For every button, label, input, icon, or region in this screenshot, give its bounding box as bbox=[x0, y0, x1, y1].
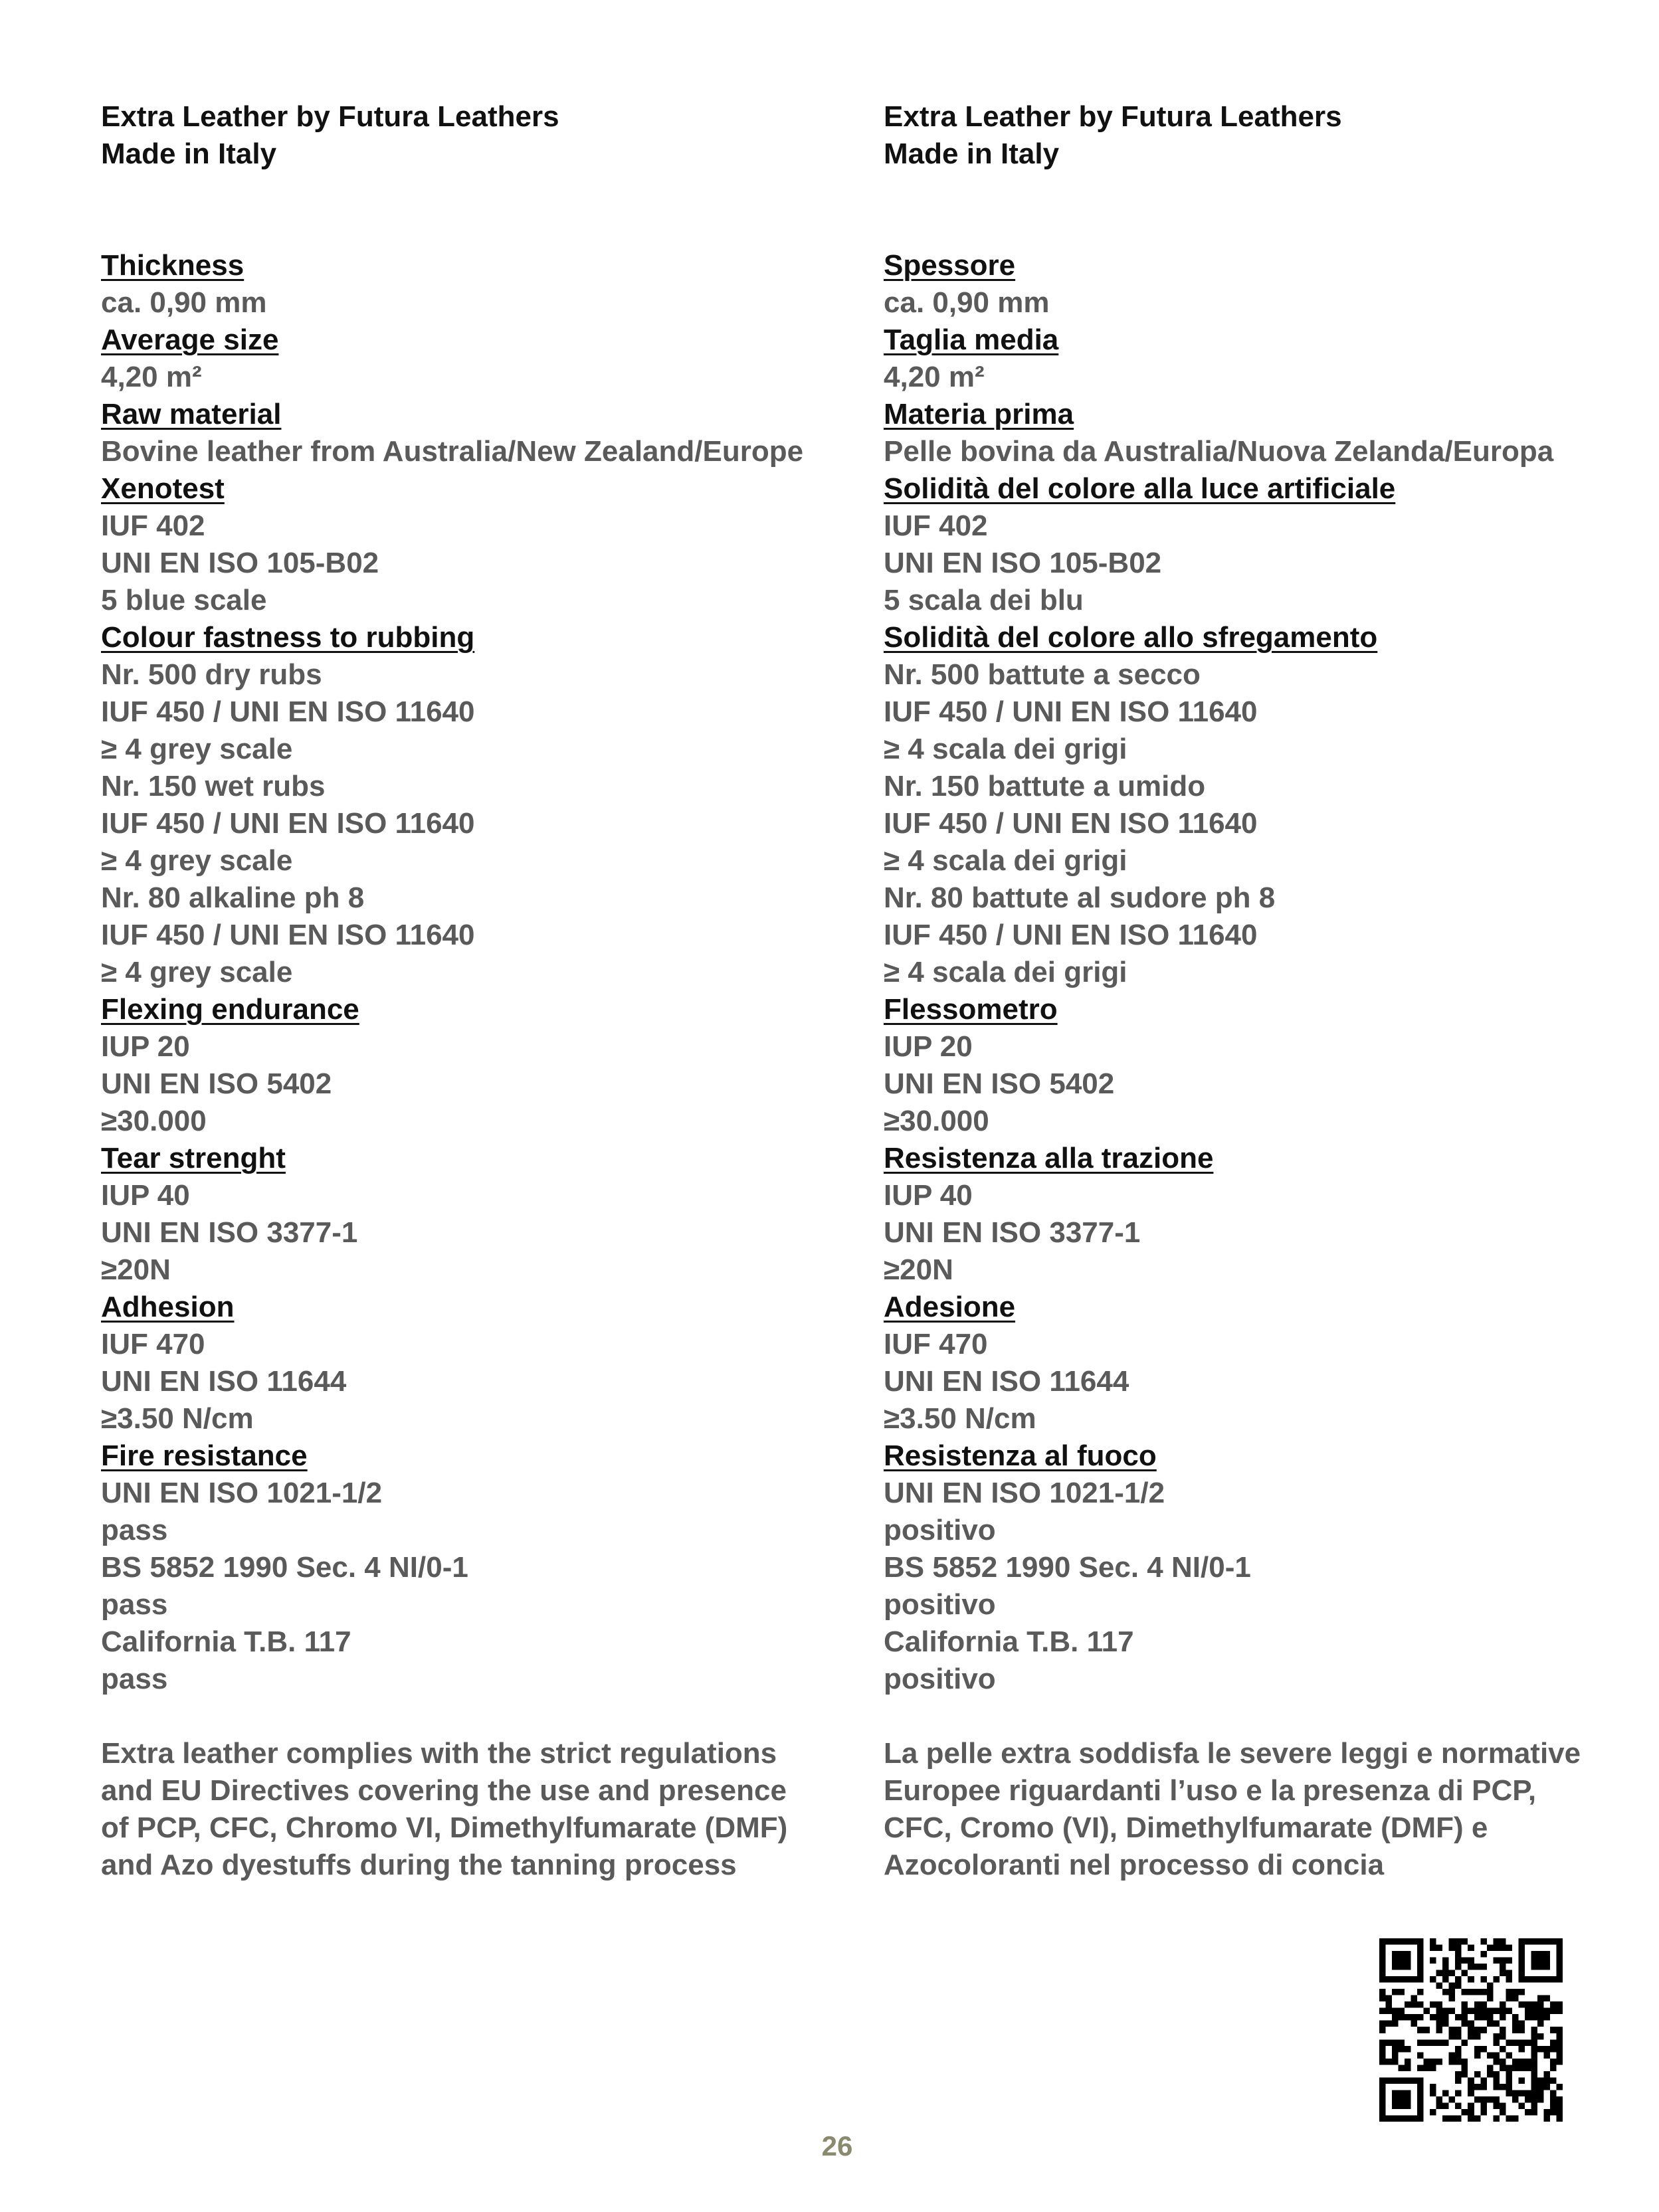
spec-list bbox=[884, 247, 1601, 1698]
spec-value: UNI EN ISO 11644 bbox=[884, 1365, 1129, 1398]
compliance-line: and EU Directives covering the use and presence bbox=[101, 1774, 787, 1807]
spec-value: IUF 450 / UNI EN ISO 11640 bbox=[101, 919, 475, 951]
spec-heading: Solidità del colore alla luce artificiale bbox=[884, 472, 1396, 505]
brand-block bbox=[101, 98, 819, 173]
spec-heading: Adesione bbox=[884, 1291, 1016, 1323]
spec-value: ≥20N bbox=[884, 1253, 953, 1286]
spec-heading: Tear strenght bbox=[101, 1142, 286, 1174]
spec-value: IUP 20 bbox=[884, 1030, 973, 1063]
spec-heading: Materia prima bbox=[884, 398, 1074, 430]
spec-value: ≥20N bbox=[101, 1253, 171, 1286]
compliance-line: Extra leather complies with the strict regulations bbox=[101, 1737, 777, 1770]
spec-value: IUF 450 / UNI EN ISO 11640 bbox=[101, 695, 475, 728]
spec-value: ≥ 4 scala dei grigi bbox=[884, 844, 1127, 877]
compliance-line: Azocoloranti nel processo di concia bbox=[884, 1849, 1385, 1881]
compliance-note bbox=[884, 1735, 1601, 1884]
spec-value: IUP 40 bbox=[884, 1179, 973, 1212]
brand-title: Extra Leather by Futura Leathers bbox=[101, 100, 559, 133]
spec-value: ≥3.50 N/cm bbox=[884, 1402, 1036, 1435]
spec-value: pass bbox=[101, 1663, 168, 1695]
spec-value: Nr. 150 wet rubs bbox=[101, 770, 326, 802]
spec-heading: Thickness bbox=[101, 249, 244, 282]
spec-value: IUF 450 / UNI EN ISO 11640 bbox=[884, 807, 1258, 840]
spec-value: IUF 402 bbox=[101, 509, 205, 542]
spec-heading: Taglia media bbox=[884, 323, 1059, 356]
spec-value: ca. 0,90 mm bbox=[884, 286, 1050, 319]
origin-line: Made in Italy bbox=[101, 138, 277, 170]
spec-column-english bbox=[101, 98, 819, 1884]
spec-value: IUF 450 / UNI EN ISO 11640 bbox=[884, 919, 1258, 951]
spec-value: Nr. 80 alkaline ph 8 bbox=[101, 881, 365, 914]
brand-title: Extra Leather by Futura Leathers bbox=[884, 100, 1342, 133]
spec-list bbox=[101, 247, 819, 1698]
spec-value: IUF 402 bbox=[884, 509, 988, 542]
spec-value: UNI EN ISO 105-B02 bbox=[884, 547, 1162, 579]
spec-column-italian bbox=[884, 98, 1601, 1884]
spec-value: Nr. 80 battute al sudore ph 8 bbox=[884, 881, 1276, 914]
spec-heading: Spessore bbox=[884, 249, 1016, 282]
spec-value: ≥3.50 N/cm bbox=[101, 1402, 254, 1435]
spec-value: pass bbox=[101, 1514, 168, 1546]
spec-value: IUF 470 bbox=[884, 1328, 988, 1360]
spec-value: California T.B. 117 bbox=[101, 1625, 351, 1658]
spec-value: Nr. 150 battute a umido bbox=[884, 770, 1206, 802]
spec-value: IUF 470 bbox=[101, 1328, 205, 1360]
compliance-note bbox=[101, 1735, 819, 1884]
spec-value: 4,20 m² bbox=[101, 361, 202, 393]
compliance-line: CFC, Cromo (VI), Dimethylfumarate (DMF) e bbox=[884, 1811, 1488, 1844]
spec-heading: Resistenza alla trazione bbox=[884, 1142, 1214, 1174]
spec-value: UNI EN ISO 3377-1 bbox=[884, 1216, 1141, 1249]
spec-value: IUP 40 bbox=[101, 1179, 190, 1212]
spec-value: UNI EN ISO 105-B02 bbox=[101, 547, 379, 579]
spec-heading: Flexing endurance bbox=[101, 993, 359, 1026]
spec-value: BS 5852 1990 Sec. 4 NI/0-1 bbox=[884, 1551, 1251, 1584]
spec-value: ca. 0,90 mm bbox=[101, 286, 267, 319]
spec-value: UNI EN ISO 1021-1/2 bbox=[101, 1477, 383, 1509]
spec-value: pass bbox=[101, 1588, 168, 1621]
spec-heading: Adhesion bbox=[101, 1291, 235, 1323]
compliance-line: of PCP, CFC, Chromo VI, Dimethylfumarate (DMF) bbox=[101, 1811, 788, 1844]
spec-value: 4,20 m² bbox=[884, 361, 985, 393]
spec-value: ≥ 4 scala dei grigi bbox=[884, 733, 1127, 765]
spec-value: Pelle bovina da Australia/Nuova Zelanda/Europa bbox=[884, 435, 1554, 468]
spec-heading: Flessometro bbox=[884, 993, 1058, 1026]
spec-value: UNI EN ISO 5402 bbox=[101, 1067, 332, 1100]
spec-value: positivo bbox=[884, 1514, 996, 1546]
spec-heading: Solidità del colore allo sfregamento bbox=[884, 621, 1378, 654]
brand-block bbox=[884, 98, 1601, 173]
page-number: 26 bbox=[821, 2130, 853, 2162]
spec-value: Nr. 500 battute a secco bbox=[884, 658, 1201, 691]
spec-value: UNI EN ISO 5402 bbox=[884, 1067, 1115, 1100]
spec-heading: Colour fastness to rubbing bbox=[101, 621, 475, 654]
spec-value: ≥30.000 bbox=[884, 1105, 989, 1137]
spec-heading: Fire resistance bbox=[101, 1439, 308, 1472]
spec-value: positivo bbox=[884, 1663, 996, 1695]
spec-value: ≥ 4 grey scale bbox=[101, 733, 293, 765]
spec-heading: Resistenza al fuoco bbox=[884, 1439, 1157, 1472]
spec-value: positivo bbox=[884, 1588, 996, 1621]
spec-heading: Xenotest bbox=[101, 472, 225, 505]
spec-value: IUP 20 bbox=[101, 1030, 190, 1063]
spec-heading: Raw material bbox=[101, 398, 282, 430]
spec-value: IUF 450 / UNI EN ISO 11640 bbox=[884, 695, 1258, 728]
spec-value: UNI EN ISO 1021-1/2 bbox=[884, 1477, 1165, 1509]
spec-value: 5 blue scale bbox=[101, 584, 267, 616]
qr-code-icon[interactable] bbox=[1379, 1938, 1563, 2122]
spec-value: ≥ 4 scala dei grigi bbox=[884, 956, 1127, 988]
spec-value: ≥30.000 bbox=[101, 1105, 207, 1137]
spec-value: ≥ 4 grey scale bbox=[101, 956, 293, 988]
spec-value: Bovine leather from Australia/New Zealand/Europe bbox=[101, 435, 804, 468]
compliance-line: Europee riguardanti l’uso e la presenza di PCP, bbox=[884, 1774, 1537, 1807]
spec-value: Nr. 500 dry rubs bbox=[101, 658, 322, 691]
compliance-line: and Azo dyestuffs during the tanning process bbox=[101, 1849, 737, 1881]
spec-value: BS 5852 1990 Sec. 4 NI/0-1 bbox=[101, 1551, 468, 1584]
origin-line: Made in Italy bbox=[884, 138, 1060, 170]
spec-value: UNI EN ISO 11644 bbox=[101, 1365, 347, 1398]
spec-value: ≥ 4 grey scale bbox=[101, 844, 293, 877]
spec-value: UNI EN ISO 3377-1 bbox=[101, 1216, 358, 1249]
spec-value: 5 scala dei blu bbox=[884, 584, 1084, 616]
spec-value: California T.B. 117 bbox=[884, 1625, 1134, 1658]
spec-heading: Average size bbox=[101, 323, 279, 356]
compliance-line: La pelle extra soddisfa le severe leggi e normative bbox=[884, 1737, 1581, 1770]
spec-value: IUF 450 / UNI EN ISO 11640 bbox=[101, 807, 475, 840]
